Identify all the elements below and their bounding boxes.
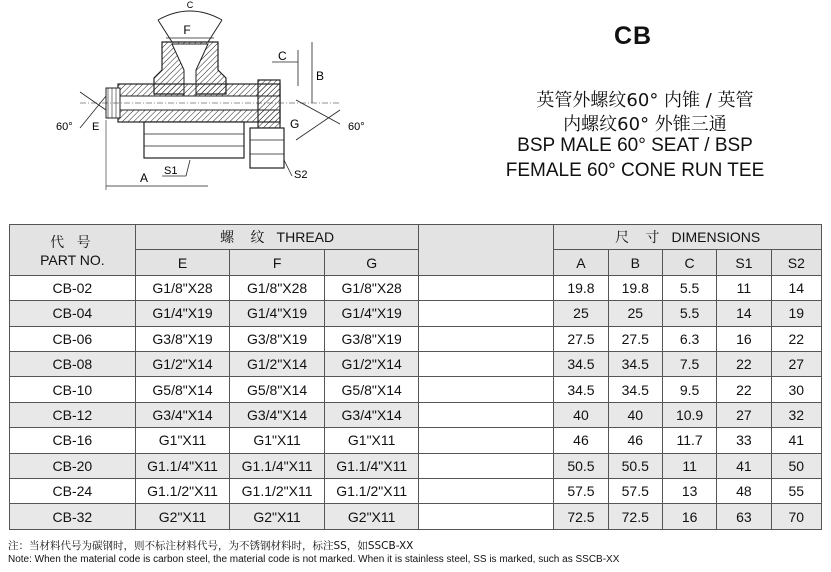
- cell-f: G3/8"X19: [230, 326, 325, 351]
- cell-s2: 14: [771, 275, 821, 300]
- dimensions-header: [554, 225, 822, 250]
- col-C-header: C: [662, 250, 716, 275]
- dim-S1-label: S1: [164, 165, 178, 177]
- cell-s1: 48: [717, 479, 771, 504]
- cell-a: 57.5: [554, 479, 608, 504]
- col-S2-header: S2: [771, 250, 821, 275]
- table-row: [10, 275, 822, 300]
- cell-b: 19.8: [608, 275, 662, 300]
- cell-s2: 50: [771, 453, 821, 478]
- cell-b: 25: [608, 301, 662, 326]
- cell-a: 34.5: [554, 377, 608, 402]
- title-zh-line1: 英管外螺纹60° 内锥 / 英管: [536, 90, 754, 111]
- cell-s2: 55: [771, 479, 821, 504]
- cell-c: 16: [662, 504, 716, 530]
- dim-S2-label: S2: [294, 169, 308, 181]
- cell-c: 6.3: [662, 326, 716, 351]
- cell-a: 19.8: [554, 275, 608, 300]
- col-A-header: A: [554, 250, 608, 275]
- cell-f: G1/4"X19: [230, 301, 325, 326]
- table-row: [10, 377, 822, 402]
- blank-cell: [419, 275, 554, 300]
- cell-part: CB-10: [10, 377, 136, 402]
- cell-f: G3/4"X14: [230, 402, 325, 427]
- cell-s2: 30: [771, 377, 821, 402]
- part-no-header: [10, 225, 136, 276]
- cell-s1: 33: [717, 428, 771, 453]
- cell-a: 25: [554, 301, 608, 326]
- cell-s2: 41: [771, 428, 821, 453]
- cell-g: G3/4"X14: [324, 402, 419, 427]
- table-row: [10, 479, 822, 504]
- cell-g: G2"X11: [324, 504, 419, 530]
- cell-e: G1.1/4"X11: [135, 453, 230, 478]
- table-header-row-1: [10, 225, 822, 250]
- cell-part: CB-02: [10, 275, 136, 300]
- top-dim-label: C: [186, 0, 194, 10]
- cell-f: G1/8"X28: [230, 275, 325, 300]
- cell-s2: 22: [771, 326, 821, 351]
- cell-e: G1.1/2"X11: [135, 479, 230, 504]
- blank-cell: [419, 402, 554, 427]
- table-row: [10, 402, 822, 427]
- cell-g: G3/8"X19: [324, 326, 419, 351]
- cell-part: CB-08: [10, 352, 136, 377]
- cell-f: G2"X11: [230, 504, 325, 530]
- dimensions-en: DIMENSIONS: [671, 229, 761, 246]
- cell-g: G1.1/4"X11: [324, 453, 419, 478]
- dim-F-label: F: [183, 23, 191, 37]
- left-angle-label: 60°: [56, 121, 73, 133]
- note-en: Note: When the material code is carbon steel, the material code is not marked. When it is stainless steel, SS is marked, such as SSCB-XX: [8, 554, 620, 565]
- col-S1-header: S1: [717, 250, 771, 275]
- cell-c: 10.9: [662, 402, 716, 427]
- table-row: [10, 453, 822, 478]
- table-row: [10, 301, 822, 326]
- cell-s1: 14: [717, 301, 771, 326]
- table-row: [10, 352, 822, 377]
- cell-s1: 11: [717, 275, 771, 300]
- cell-s2: 19: [771, 301, 821, 326]
- cell-s1: 16: [717, 326, 771, 351]
- cell-s1: 22: [717, 352, 771, 377]
- cell-c: 9.5: [662, 377, 716, 402]
- cell-g: G1/8"X28: [324, 275, 419, 300]
- part-no-zh: 代 号: [50, 234, 95, 251]
- blank-cell: [419, 479, 554, 504]
- cell-s1: 22: [717, 377, 771, 402]
- thread-zh: 螺 纹: [220, 230, 271, 247]
- cell-part: CB-32: [10, 504, 136, 530]
- cell-g: G1.1/2"X11: [324, 479, 419, 504]
- cell-e: G1"X11: [135, 428, 230, 453]
- dim-A-label: A: [140, 171, 149, 185]
- cell-a: 27.5: [554, 326, 608, 351]
- cell-c: 11.7: [662, 428, 716, 453]
- cell-s1: 63: [717, 504, 771, 530]
- cell-b: 57.5: [608, 479, 662, 504]
- blank-cell: [419, 301, 554, 326]
- cell-s1: 41: [717, 453, 771, 478]
- cell-g: G1/2"X14: [324, 352, 419, 377]
- thread-header: [135, 225, 419, 250]
- cell-f: G1"X11: [230, 428, 325, 453]
- cell-b: 34.5: [608, 352, 662, 377]
- cell-part: CB-16: [10, 428, 136, 453]
- col-B-header: B: [608, 250, 662, 275]
- cell-part: CB-04: [10, 301, 136, 326]
- cell-a: 72.5: [554, 504, 608, 530]
- note-zh: 注：当材料代号为碳钢时，则不标注材料代号，为不锈钢材料时，标注SS，如SSCB-XX: [8, 540, 414, 552]
- cell-g: G5/8"X14: [324, 377, 419, 402]
- table-row: [10, 326, 822, 351]
- cell-g: G1/4"X19: [324, 301, 419, 326]
- title-zh-line2: 内螺纹60° 外锥三通: [563, 114, 727, 135]
- cell-part: CB-24: [10, 479, 136, 504]
- table-row: [10, 504, 822, 530]
- cell-part: CB-20: [10, 453, 136, 478]
- blank-cell: [419, 377, 554, 402]
- col-F-header: F: [230, 250, 325, 275]
- title-en-line1: BSP MALE 60° SEAT / BSP: [517, 135, 753, 156]
- cell-b: 72.5: [608, 504, 662, 530]
- blank-cell: [419, 504, 554, 530]
- cell-c: 7.5: [662, 352, 716, 377]
- cell-s2: 27: [771, 352, 821, 377]
- dim-E-label: E: [92, 121, 100, 133]
- blank-cell: [419, 453, 554, 478]
- cell-b: 46: [608, 428, 662, 453]
- part-no-en: PART NO.: [40, 251, 105, 268]
- cell-s2: 70: [771, 504, 821, 530]
- cell-e: G1/4"X19: [135, 301, 230, 326]
- blank-cell: [419, 428, 554, 453]
- col-E-header: E: [135, 250, 230, 275]
- blank-cell: [419, 352, 554, 377]
- cell-a: 34.5: [554, 352, 608, 377]
- fitting-drawing: [40, 0, 390, 200]
- blank-header-cell: [419, 225, 554, 276]
- cell-a: 46: [554, 428, 608, 453]
- cell-b: 34.5: [608, 377, 662, 402]
- table-row: [10, 428, 822, 453]
- cell-f: G5/8"X14: [230, 377, 325, 402]
- cell-s2: 32: [771, 402, 821, 427]
- cell-s1: 27: [717, 402, 771, 427]
- blank-cell: [419, 326, 554, 351]
- dim-B-label: B: [316, 69, 325, 83]
- cell-a: 50.5: [554, 453, 608, 478]
- cell-c: 5.5: [662, 275, 716, 300]
- cell-e: G3/4"X14: [135, 402, 230, 427]
- cell-e: G2"X11: [135, 504, 230, 530]
- spec-table: [9, 224, 822, 530]
- dim-C-label: C: [278, 49, 287, 63]
- cell-c: 5.5: [662, 301, 716, 326]
- cell-e: G1/2"X14: [135, 352, 230, 377]
- right-angle-label: 60°: [348, 121, 365, 133]
- cell-e: G5/8"X14: [135, 377, 230, 402]
- product-code: CB: [613, 22, 653, 50]
- cell-f: G1.1/2"X11: [230, 479, 325, 504]
- col-G-header: G: [324, 250, 419, 275]
- cell-f: G1.1/4"X11: [230, 453, 325, 478]
- cell-f: G1/2"X14: [230, 352, 325, 377]
- thread-en: THREAD: [276, 229, 335, 246]
- cell-part: CB-12: [10, 402, 136, 427]
- cell-b: 40: [608, 402, 662, 427]
- cell-e: G3/8"X19: [135, 326, 230, 351]
- title-en-line2: FEMALE 60° CONE RUN TEE: [505, 160, 765, 181]
- cell-b: 50.5: [608, 453, 662, 478]
- cell-b: 27.5: [608, 326, 662, 351]
- dim-G-label: G: [290, 117, 300, 131]
- cell-c: 11: [662, 453, 716, 478]
- cell-a: 40: [554, 402, 608, 427]
- cell-g: G1"X11: [324, 428, 419, 453]
- cell-e: G1/8"X28: [135, 275, 230, 300]
- cell-c: 13: [662, 479, 716, 504]
- cell-part: CB-06: [10, 326, 136, 351]
- dimensions-zh: 尺 寸: [615, 230, 666, 247]
